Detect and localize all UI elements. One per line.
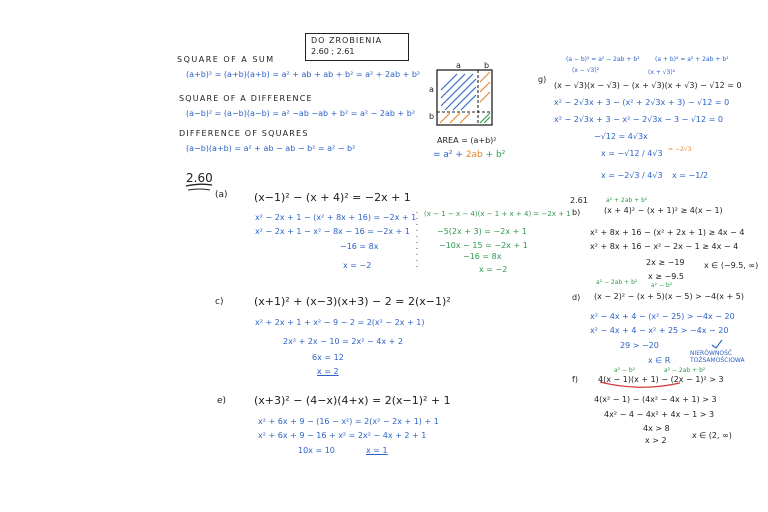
p261-b-step2: x² + 8x + 16 − x² − 2x − 1 ≥ 4x − 4 xyxy=(590,242,739,251)
p261-d-note3: NIERÓWNOŚĆ TOŻSAMOŚCIOWA xyxy=(690,350,745,364)
p260-a-green2: −5(2x + 3) = −2x + 1 xyxy=(437,227,527,236)
p260-e-step1: x² + 6x + 9 − (16 − x²) = 2(x² − 2x + 1) + 1 xyxy=(258,417,439,426)
p260g-step5: x = −2√3 / 4√3 xyxy=(601,171,663,180)
p260-a-green1: (x − 1 − x − 4)(x − 1 + x + 4) = −2x + 1 xyxy=(424,210,571,218)
p261-d-label: d) xyxy=(572,293,581,302)
p261-f-note1: a² − b² xyxy=(614,367,636,374)
p261-f-step2: 4x² − 4 − 4x² + 4x − 1 > 3 xyxy=(604,410,715,419)
p260g-note1b: (x − √3)² xyxy=(572,67,600,74)
p261-b-label: b) xyxy=(572,208,581,217)
diagram-label-a-side: a xyxy=(429,85,434,94)
area-formula: AREA = (a+b)² xyxy=(437,136,497,145)
p260g-note2b: (x + √3)² xyxy=(648,69,676,76)
p260-a-step3: −16 = 8x xyxy=(340,242,379,251)
p261-d-equation: (x − 2)² − (x + 5)(x − 5) > −4(x + 5) xyxy=(594,292,744,301)
p260g-note1: (a − b)² = a² − 2ab + b² xyxy=(566,56,640,63)
p260g-step4: x = −√12 / 4√3 xyxy=(601,149,663,158)
p260-a-green3: −10x − 15 = −2x + 1 xyxy=(439,241,528,250)
p260g-side: = −2√3 xyxy=(668,146,692,153)
p261-f-step3: 4x > 8 xyxy=(643,424,670,433)
p260-a-equation: (x−1)² − (x + 4)² = −2x + 1 xyxy=(254,191,411,204)
p260-a-green4: −16 = 8x xyxy=(463,252,502,261)
p260g-note2: (a + b)² = a² + 2ab + b² xyxy=(655,56,729,63)
area-a2: = a² + xyxy=(433,150,463,160)
p260g-step3: −√12 = 4√3x xyxy=(594,132,648,141)
p261-f-step4: x > 2 xyxy=(645,436,667,445)
p261-f-step1: 4(x² − 1) − (4x² − 4x + 1) > 3 xyxy=(594,395,717,404)
p260-a-label: (a) xyxy=(215,190,228,200)
p260-c-label: c) xyxy=(215,297,224,307)
p260-c-step3: 6x = 12 xyxy=(312,353,344,362)
p261-d-step1: x² − 4x + 4 − (x² − 25) > −4x − 20 xyxy=(590,312,735,321)
diff-squares-formula: (a−b)(a+b) = a² + ab − ab − b² = a² − b² xyxy=(186,144,356,153)
p261-b-equation: (x + 4)² − (x + 1)² ≥ 4(x − 1) xyxy=(604,206,723,215)
p260-c-step4: x = 2 xyxy=(317,367,339,376)
square-diff-title: SQUARE OF A DIFFERENCE xyxy=(179,94,313,103)
p260g-answer: x = −1/2 xyxy=(672,171,709,180)
p261-b-result: x ∈ ⟨−9.5, ∞) xyxy=(704,261,759,270)
p260g-label: g) xyxy=(538,75,547,84)
diagram-label-b-top: b xyxy=(484,61,490,70)
p261-b-step3: 2x ≥ −19 xyxy=(646,258,685,267)
p261-d-note2: a² − b² xyxy=(651,282,673,289)
p260-e-step4: x = 1 xyxy=(366,446,388,455)
diagram-label-a-top: a xyxy=(456,61,461,70)
p260-a-green5: x = −2 xyxy=(479,265,508,274)
p261-f-note2: a² − 2ab + b² xyxy=(664,367,706,374)
p260-c-step1: x² + 2x + 1 + x² − 9 − 2 = 2(x² − 2x + 1) xyxy=(255,318,425,327)
diagram-label-b-side: b xyxy=(429,112,435,121)
p261-d-step2: x² − 4x + 4 − x² + 25 > −4x − 20 xyxy=(590,326,729,335)
todo-line2: 2.60 ; 2.61 xyxy=(311,47,355,56)
problem-260-title: 2.60 xyxy=(186,171,213,185)
p261-f-result: x ∈ (2, ∞) xyxy=(692,431,732,440)
area-square-diagram xyxy=(437,70,492,125)
p260-e-step2: x² + 6x + 9 − 16 + x² = 2x² − 4x + 2 + 1 xyxy=(258,431,427,440)
diff-squares-title: DIFFERENCE OF SQUARES xyxy=(179,129,309,138)
area-b2: + b² xyxy=(485,150,506,160)
p260-a-step2: x² − 2x + 1 − x² − 8x − 16 = −2x + 1 xyxy=(255,227,410,236)
p261-b-step1: x² + 8x + 16 − (x² + 2x + 1) ≥ 4x − 4 xyxy=(590,228,745,237)
p261-d-step3: 29 > −20 xyxy=(620,341,659,350)
area-expansion xyxy=(433,151,505,160)
p261-b-note: a² + 2ab + b² xyxy=(606,197,648,204)
p261-b-step4: x ≥ −9.5 xyxy=(648,272,684,281)
p261-f-label: f) xyxy=(572,375,578,384)
p260g-step1: x² − 2√3x + 3 − (x² + 2√3x + 3) − √12 = 0 xyxy=(554,98,730,107)
p260-c-step2: 2x² + 2x − 10 = 2x² − 4x + 2 xyxy=(283,337,403,346)
p260-e-label: e) xyxy=(217,396,227,406)
p260g-step2: x² − 2√3x + 3 − x² − 2√3x − 3 − √12 = 0 xyxy=(554,115,723,124)
p261-d-step4: x ∈ R xyxy=(648,356,671,365)
p261-d-note1: a² − 2ab + b² xyxy=(596,279,638,286)
p260-c-equation: (x+1)² + (x−3)(x+3) − 2 = 2(x−1)² xyxy=(254,295,451,308)
todo-line1: DO ZROBIENIA xyxy=(311,36,383,45)
p261-f-equation: 4(x − 1)(x + 1) − (2x − 1)² > 3 xyxy=(598,375,724,384)
problem-261-title: 2.61 xyxy=(570,196,588,205)
square-sum-formula: (a+b)² = (a+b)(a+b) = a² + ab + ab + b² = a² + 2ab + b² xyxy=(186,70,421,79)
area-2ab: 2ab xyxy=(465,150,483,160)
square-diff-formula: (a−b)² = (a−b)(a−b) = a² −ab −ab + b² = a² − 2ab + b² xyxy=(186,109,416,118)
p260-a-step1: x² − 2x + 1 − (x² + 8x + 16) = −2x + 1 xyxy=(255,213,417,222)
square-sum-title: SQUARE OF A SUM xyxy=(177,55,275,64)
p260-e-step3: 10x = 10 xyxy=(298,446,335,455)
p260g-equation: (x − √3)(x − √3) − (x + √3)(x + √3) − √12 = 0 xyxy=(554,81,742,90)
p260-a-step4: x = −2 xyxy=(343,261,372,270)
p260-e-equation: (x+3)² − (4−x)(4+x) = 2(x−1)² + 1 xyxy=(254,394,451,407)
